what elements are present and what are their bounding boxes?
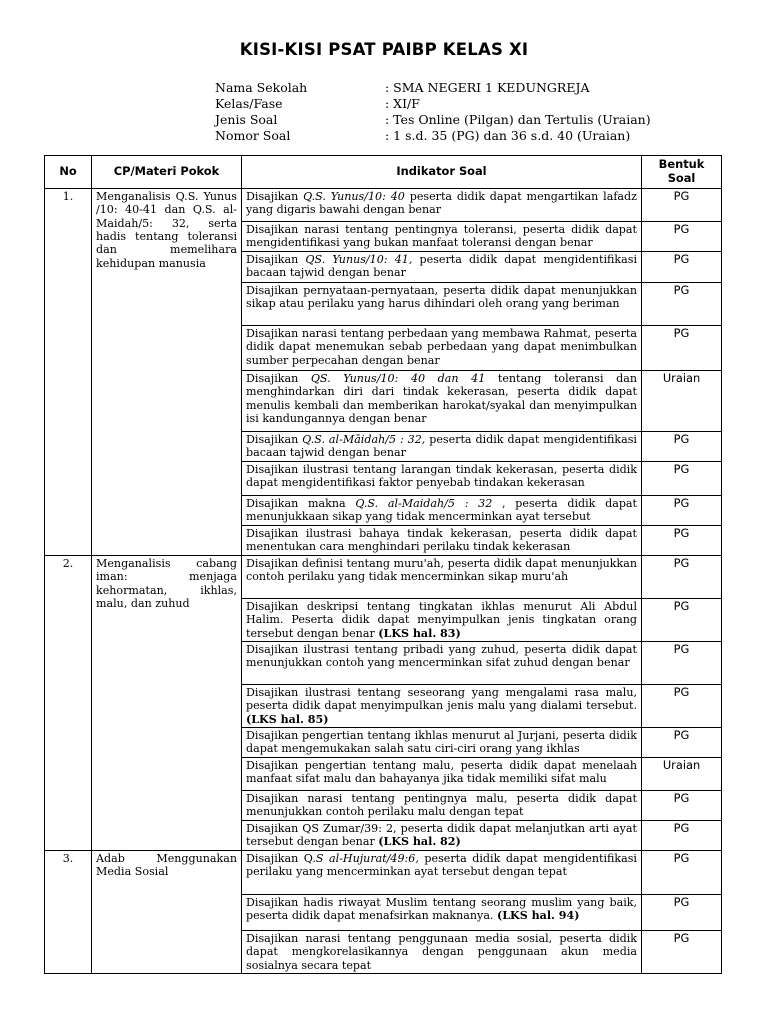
info-value: : SMA NEGERI 1 KEDUNGREJA: [385, 80, 590, 95]
table-row: [45, 851, 722, 895]
bentuk-soal: PG: [642, 432, 722, 462]
bentuk-soal: PG: [642, 895, 722, 931]
bentuk-soal: PG: [642, 252, 722, 283]
row-number: 2.: [45, 556, 92, 851]
indikator-soal: Disajikan deskripsi tentang tingkatan ikhlas menurut Ali Abdul Halim. Peserta didik dapat menyimpulkan jenis tingkatan orang tersebut dengan benar (LKS hal. 83): [242, 599, 642, 642]
info-value: : 1 s.d. 35 (PG) dan 36 s.d. 40 (Uraian): [385, 128, 631, 143]
lks-reference: (LKS hal. 83): [378, 626, 461, 640]
indikator-soal: Disajikan hadis riwayat Muslim tentang seorang muslim yang baik, peserta didik dapat menafsirkan maknanya. (LKS hal. 94): [242, 895, 642, 931]
bentuk-soal: PG: [642, 222, 722, 252]
indikator-soal: Disajikan ilustrasi tentang larangan tindak kekerasan, peserta didik dapat mengidentifikasi faktor penyebab tindakan kekerasan: [242, 462, 642, 496]
bentuk-soal: PG: [642, 496, 722, 526]
indikator-soal: Disajikan pengertian tentang malu, peserta didik dapat menelaah manfaat sifat malu dan bahayanya jika tidak memiliki sifat malu: [242, 758, 642, 791]
header-indikator: Indikator Soal: [242, 156, 642, 189]
indikator-soal: Disajikan narasi tentang penggunaan media sosial, peserta didik dapat mengkorelasikannya dengan penggunaan akun media sosialnya secara tepat: [242, 931, 642, 974]
bentuk-soal: PG: [642, 728, 722, 758]
indikator-soal: Disajikan makna Q.S. al-Maidah/5 : 32 , peserta didik dapat menunjukkaan sikap yang tidak mencerminkan ayat tersebut: [242, 496, 642, 526]
bentuk-soal: PG: [642, 685, 722, 728]
bentuk-soal: PG: [642, 642, 722, 685]
lks-reference: (LKS hal. 82): [378, 835, 461, 849]
bentuk-soal: PG: [642, 462, 722, 496]
info-value: : Tes Online (Pilgan) dan Tertulis (Uraian): [385, 112, 651, 127]
table-row: [45, 189, 722, 222]
school-info: [215, 80, 651, 144]
lks-reference: (LKS hal. 85): [246, 712, 329, 726]
row-number: 3.: [45, 851, 92, 974]
indikator-soal: Disajikan narasi tentang pentingnya toleransi, peserta didik dapat mengidentifikasi yang bukan manfaat toleransi dengan benar: [242, 222, 642, 252]
indikator-soal: Disajikan Q.S. al-Māidah/5 : 32, peserta didik dapat mengidentifikasi bacaan tajwid dengan benar: [242, 432, 642, 462]
header-no: No: [45, 156, 92, 189]
indikator-soal: Disajikan QS. Yunus/10: 40 dan 41 tentang toleransi dan menghindarkan diri dari tindak kekerasan, peserta didik dapat menulis kembali dan memberikan harokat/syakal dan menyimpulkan isi kandungannya dengan benar: [242, 371, 642, 432]
indikator-soal: Disajikan QS Zumar/39: 2, peserta didik dapat melanjutkan arti ayat tersebut dengan benar (LKS hal. 82): [242, 821, 642, 851]
indikator-soal: Disajikan ilustrasi tentang pribadi yang zuhud, peserta didik dapat menunjukkan contoh yang mencerminkan sifat zuhud dengan benar: [242, 642, 642, 685]
info-row: [215, 80, 651, 96]
indikator-soal: Disajikan pernyataan-pernyataan, peserta didik dapat menunjukkan sikap atau perilaku yang harus dihindari oleh orang yang beriman: [242, 283, 642, 326]
italic-reference: QS. Yunus/10: 40 dan 41: [310, 372, 486, 385]
bentuk-soal: PG: [642, 283, 722, 326]
info-row: [215, 128, 651, 144]
bentuk-soal: PG: [642, 599, 722, 642]
bentuk-soal: PG: [642, 931, 722, 974]
indikator-soal: Disajikan narasi tentang pentingnya malu, peserta didik dapat menunjukkan contoh perilaku malu dengan tepat: [242, 791, 642, 821]
bentuk-soal: PG: [642, 821, 722, 851]
kisi-kisi-table: [44, 155, 722, 974]
info-label: Kelas/Fase: [215, 96, 283, 111]
indikator-soal: Disajikan narasi tentang perbedaan yang membawa Rahmat, peserta didik dapat menemukan sebab perbedaan yang dapat menimbulkan sumber perpecahan dengan benar: [242, 326, 642, 371]
cp-materi-pokok: Menganalisis cabang iman: menjaga kehormatan, ikhlas, malu, dan zuhud: [92, 556, 242, 851]
cp-materi-pokok: Adab Menggunakan Media Sosial: [92, 851, 242, 974]
page-title: KISI-KISI PSAT PAIBP KELAS XI: [239, 40, 529, 59]
italic-reference: S al-Hujurat/49:6,: [315, 852, 419, 865]
cp-materi-pokok: Menganalisis Q.S. Yunus /10: 40-41 dan Q.S. al-Maidah/5: 32, serta hadis tentang toleransi dan memelihara kehidupan manusia: [92, 189, 242, 556]
info-label: Jenis Soal: [215, 112, 278, 127]
info-label: Nomor Soal: [215, 128, 291, 143]
bentuk-soal: PG: [642, 556, 722, 599]
bentuk-soal: Uraian: [642, 758, 722, 791]
info-value: : XI/F: [385, 96, 420, 111]
header-cp: CP/Materi Pokok: [92, 156, 242, 189]
info-row: [215, 96, 651, 112]
indikator-soal: Disajikan definisi tentang muru'ah, peserta didik dapat menunjukkan contoh perilaku yang tidak mencerminkan sikap muru'ah: [242, 556, 642, 599]
bentuk-soal: PG: [642, 189, 722, 222]
indikator-soal: Disajikan Q.S. Yunus/10: 40 peserta didik dapat mengartikan lafadz yang digaris bawahi dengan benar: [242, 189, 642, 222]
row-number: 1.: [45, 189, 92, 556]
italic-reference: Q.S. al-Māidah/5 : 32,: [302, 433, 426, 446]
italic-reference: Q.S. al-Maidah/5 : 32: [355, 497, 493, 510]
italic-reference: QS. Yunus/10: 41,: [305, 253, 413, 266]
lks-reference: (LKS hal. 94): [497, 909, 580, 923]
header-bentuk: Bentuk Soal: [642, 156, 722, 189]
indikator-soal: Disajikan QS. Yunus/10: 41, peserta didik dapat mengidentifikasi bacaan tajwid dengan benar: [242, 252, 642, 283]
italic-reference: Q.S. Yunus/10: 40: [303, 190, 405, 203]
indikator-soal: Disajikan ilustrasi tentang seseorang yang mengalami rasa malu, peserta didik dapat menyimpulkan jenis malu yang dialami tersebut. (LKS hal. 85): [242, 685, 642, 728]
bentuk-soal: PG: [642, 851, 722, 895]
bentuk-soal: PG: [642, 526, 722, 556]
info-label: Nama Sekolah: [215, 80, 308, 95]
indikator-soal: Disajikan ilustrasi bahaya tindak kekerasan, peserta didik dapat menentukan cara menghindari perilaku tindak kekerasan: [242, 526, 642, 556]
bentuk-soal: PG: [642, 326, 722, 371]
indikator-soal: Disajikan Q.S al-Hujurat/49:6, peserta didik dapat mengidentifikasi perilaku yang mencerminkan ayat tersebut dengan tepat: [242, 851, 642, 895]
bentuk-soal: Uraian: [642, 371, 722, 432]
info-row: [215, 112, 651, 128]
table-header-row: [45, 156, 722, 189]
bentuk-soal: PG: [642, 791, 722, 821]
indikator-soal: Disajikan pengertian tentang ikhlas menurut al Jurjani, peserta didik dapat mengemukakan salah satu ciri-ciri orang yang ikhlas: [242, 728, 642, 758]
table-row: [45, 556, 722, 599]
